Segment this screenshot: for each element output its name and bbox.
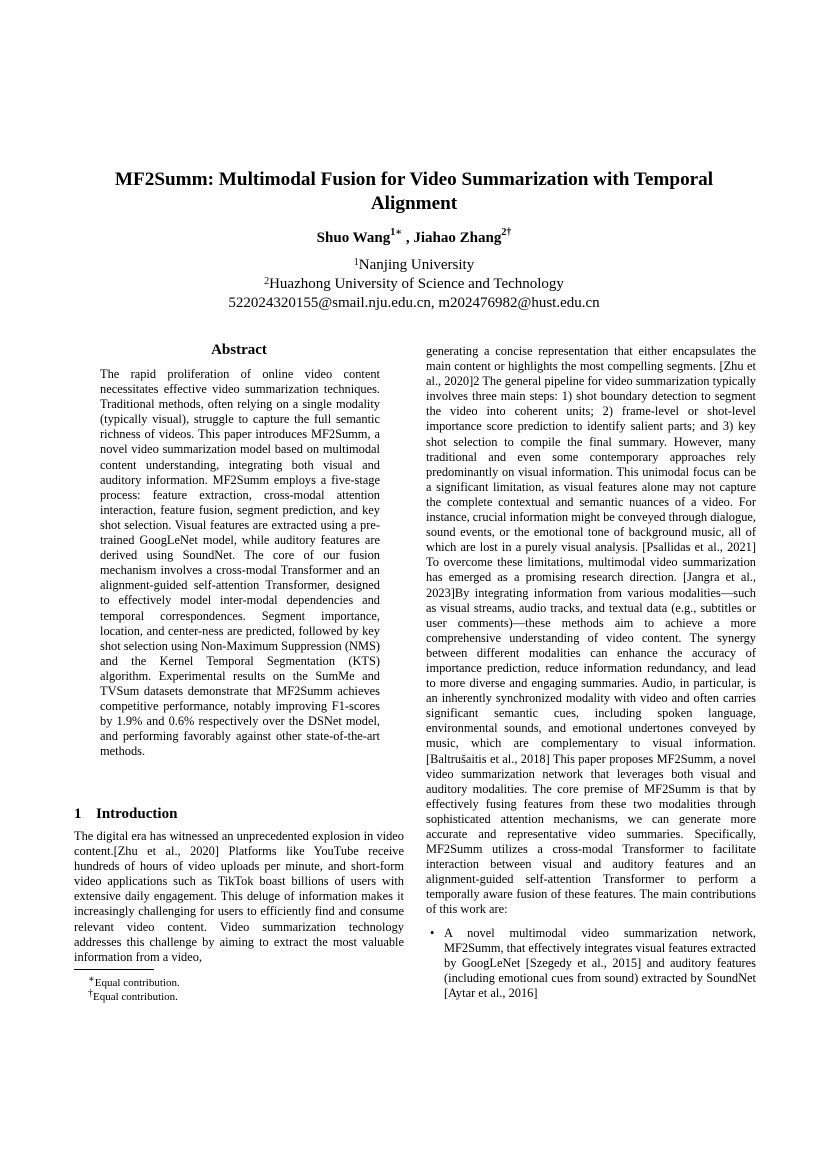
contribution-list-item [430, 926, 756, 1001]
footnote [88, 990, 178, 1004]
section-heading [74, 806, 177, 823]
footnote-rule [74, 969, 154, 970]
footnote-text: Equal contribution. [94, 977, 180, 989]
section-title: Introduction [96, 806, 178, 822]
bullet-icon: • [430, 926, 435, 940]
author-separator: , [402, 230, 414, 246]
footnote [88, 976, 180, 990]
contribution-text: A novel multimodal video summarization network, MF2Summ, that effectively integrates visual features extracted by GoogLeNet [Szegedy et al., 2015] and auditory features (including emotional cues from sound) extracted by SoundNet [Aytar et al., 2016] [444, 926, 756, 1001]
paper-title: MF2Summ: Multimodal Fusion for Video Summarization with Temporal Alignment [114, 169, 714, 214]
affiliation-mark: 2 [264, 276, 270, 287]
introduction-text: The digital era has witnessed an unprecedented explosion in video content.[Zhu et al., 2020] Platforms like YouTube receive hundreds of hours of video uploads per minute, and short-form video applications such as TikTok boast billions of users with extensive daily engagement. This deluge of information makes it increasingly challenging for users to efficiently find and consume relevant video content. Video summarization technology addresses this challenge by aiming to extract the most valuable information from a video, [74, 829, 404, 964]
affiliation-text: Huazhong University of Science and Technology [269, 276, 564, 292]
author-emails: 522024320155@smail.nju.edu.cn, m202476982@hust.edu.cn [228, 295, 600, 311]
footnote-text: Equal contribution. [93, 991, 178, 1003]
abstract-heading: Abstract [211, 342, 267, 358]
footnote-mark: † [88, 988, 93, 999]
author-line [70, 227, 758, 247]
abstract-text: The rapid proliferation of online video content necessitates effective video summarization techniques. Traditional methods, often relying on a single modality (typically visual), struggle to capture the full semantic richness of videos. This paper introduces MF2Summ, a novel video summarization model based on multimodal content understanding, integrating both visual and auditory information. MF2Summ employs a five-stage process: feature extraction, cross-modal attention interaction, feature fusion, segment prediction, and key shot selection. Visual features are extracted using a pre-trained GoogLeNet model, while auditory features are derived using SoundNet. The core of our fusion mechanism involves a cross-modal Transformer and an alignment-guided self-attention Transformer, designed to effectively model inter-modal dependencies and temporal correspondences. Segment importance, location, and center-ness are predicted, followed by key shot selection using Non-Maximum Suppression (NMS) and the Kernel Temporal Segmentation (KTS) algorithm. Experimental results on the SumMe and TVSum datasets demonstrate that MF2Summ achieves competitive performance, notably improving F1-scores by 1.9% and 0.6% respectively over the DSNet model, and performing favorably against other state-of-the-art methods. [100, 367, 380, 759]
affiliation-text: Nanjing University [358, 257, 475, 273]
affiliation [70, 275, 758, 294]
author-mark: 1∗ [390, 227, 403, 238]
affiliation-mark: 1 [353, 257, 359, 268]
author-name: Jiahao Zhang [413, 230, 502, 246]
footnote-mark: ∗ [88, 974, 95, 985]
section-number: 1 [74, 806, 82, 822]
author-name: Shuo Wang [316, 230, 391, 246]
introduction-continued-text: generating a concise representation that either encapsulates the main content or highlights the most compelling segments. [Zhu et al., 2020]2 The general pipeline for video summarization typically involves three main steps: 1) shot boundary detection to segment the video into coherent units; 2) frame-level or shot-level importance score prediction to identify salient parts; and 3) key shot selection to compile the final summary. However, many traditional and even some contemporary approaches rely predominantly on visual information. This unimodal focus can be a significant limitation, as visual features alone may not capture the complete contextual and semantic nuances of a video. For instance, crucial information might be conveyed through dialogue, sound events, or the emotional tone of background music, all of which are lost in a purely visual analysis. [Psallidas et al., 2021] To overcome these limitations, multimodal video summarization has emerged as a promising research direction. [Jangra et al., 2023]By integrating information from various modalities—such as visual streams, audio tracks, and textual data (e.g., subtitles or user comments)—these methods aim to achieve a more comprehensive understanding of video content. The synergy between different modalities can enhance the accuracy of importance prediction, reduce information redundancy, and lead to more diverse and engaging summaries. Audio, in particular, is an inherently synchronized modality with video and often carries significant semantic cues, including spoken language, environmental sounds, and emotional undertones conveyed by music, which are complementary to visual information. [Baltrušaitis et al., 2018] This paper proposes MF2Summ, a novel video summarization network that leverages both visual and auditory modalities. The core premise of MF2Summ is that by effectively fusing features from these two modalities through sophisticated attention mechanisms, we can generate more accurate and representative video summaries. Specifically, MF2Summ utilizes a cross-modal Transformer to facilitate interaction between visual and auditory features and an alignment-guided self-attention Transformer to perform a temporally aware fusion of these features. The main contributions of this work are: [426, 344, 756, 917]
author-mark: 2† [501, 227, 512, 238]
affiliation [70, 256, 758, 275]
